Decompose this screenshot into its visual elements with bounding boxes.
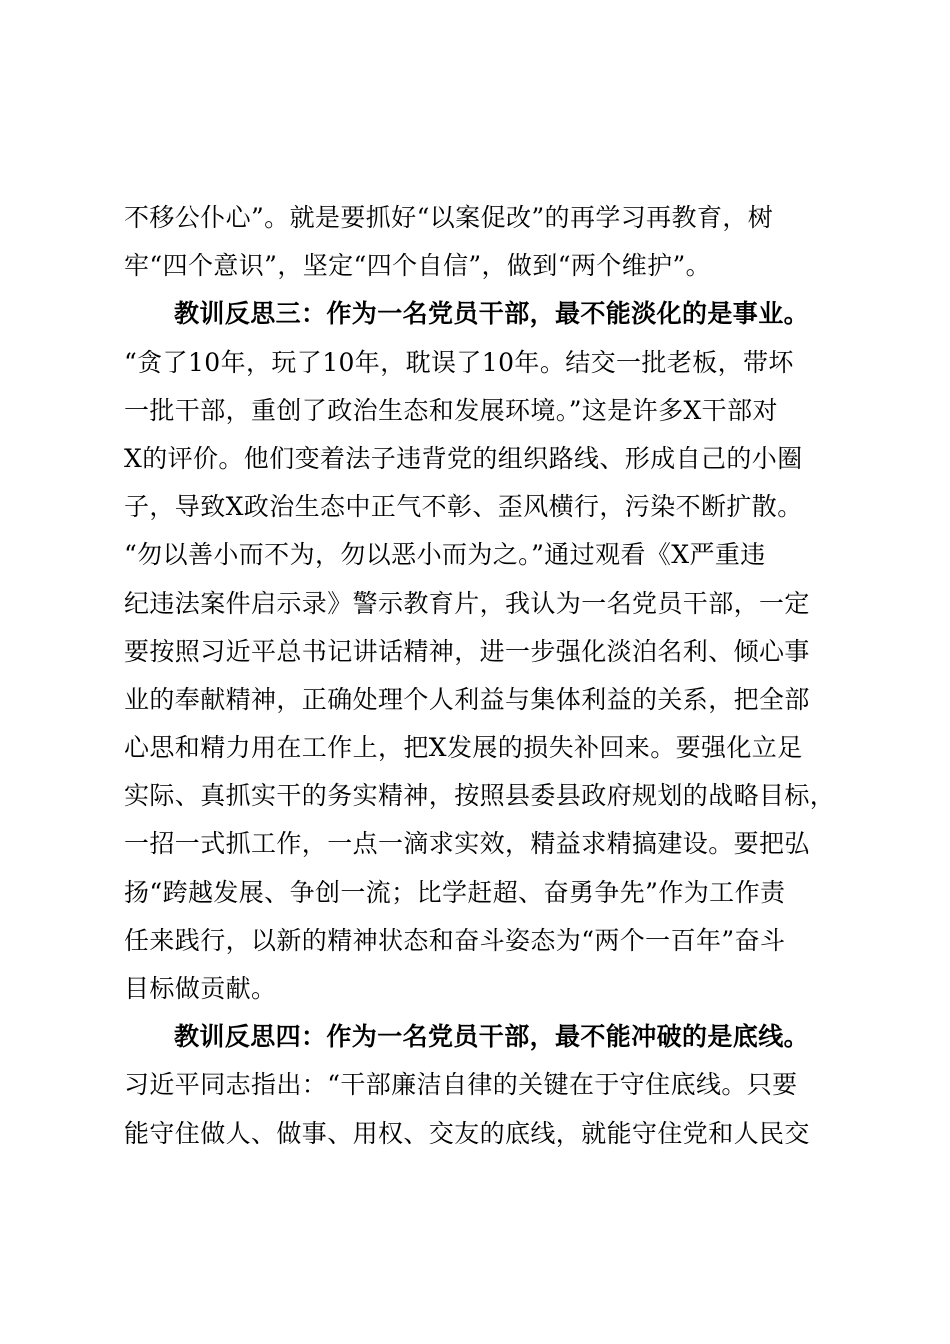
- text-line: 一批干部，重创了政治生态和发展环境。”这是许多X干部对: [124, 395, 778, 425]
- text-line: 业的奉献精神，正确处理个人利益与集体利益的关系，把全部: [124, 684, 810, 714]
- text-line: 能守住做人、做事、用权、交友的底线，就能守住党和人民交: [124, 1118, 810, 1148]
- text-line: 习近平同志指出：“干部廉洁自律的关键在于守住底线。只要: [124, 1070, 798, 1100]
- text-line: 实际、真抓实干的务实精神，按照县委县政府规划的战略目标，: [124, 781, 836, 811]
- text-line: “贪了10年，玩了10年，耽误了10年。结交一批老板，带坏: [124, 347, 794, 377]
- section-heading: 教训反思三：作为一名党员干部，最不能淡化的是事业。: [174, 299, 810, 329]
- text-line: X的评价。他们变着法子违背党的组织路线、形成自己的小圈: [124, 443, 803, 473]
- body-text: [124, 194, 844, 1158]
- text-line: 心思和精力用在工作上，把X发展的损失补回来。要强化立足: [124, 733, 803, 763]
- text-line: 一招一式抓工作，一点一滴求实效，精益求精搞建设。要把弘: [124, 829, 810, 859]
- text-line: 扬“跨越发展、争创一流；比学赶超、奋勇争先”作为工作责: [124, 877, 786, 907]
- text-line: 要按照习近平总书记讲话精神，进一步强化淡泊名利、倾心事: [124, 636, 810, 666]
- text-line: 牢“四个意识”，坚定“四个自信”，做到“两个维护”。: [124, 251, 712, 281]
- text-line: 目标做贡献。: [124, 974, 277, 1003]
- text-line: 不移公仆心”。就是要抓好“以案促改”的再学习再教育，树: [124, 203, 774, 232]
- section-heading: 教训反思四：作为一名党员干部，最不能冲破的是底线。: [174, 1022, 810, 1052]
- text-line: 子，导致X政治生态中正气不彰、歪风横行，污染不断扩散。: [124, 492, 803, 522]
- text-line: “勿以善小而不为，勿以恶小而为之。”通过观看《X严重违: [124, 540, 766, 570]
- text-line: 任来践行，以新的精神状态和奋斗姿态为“两个一百年”奋斗: [124, 925, 786, 955]
- text-line: 纪违法案件启示录》警示教育片，我认为一名党员干部，一定: [124, 588, 810, 618]
